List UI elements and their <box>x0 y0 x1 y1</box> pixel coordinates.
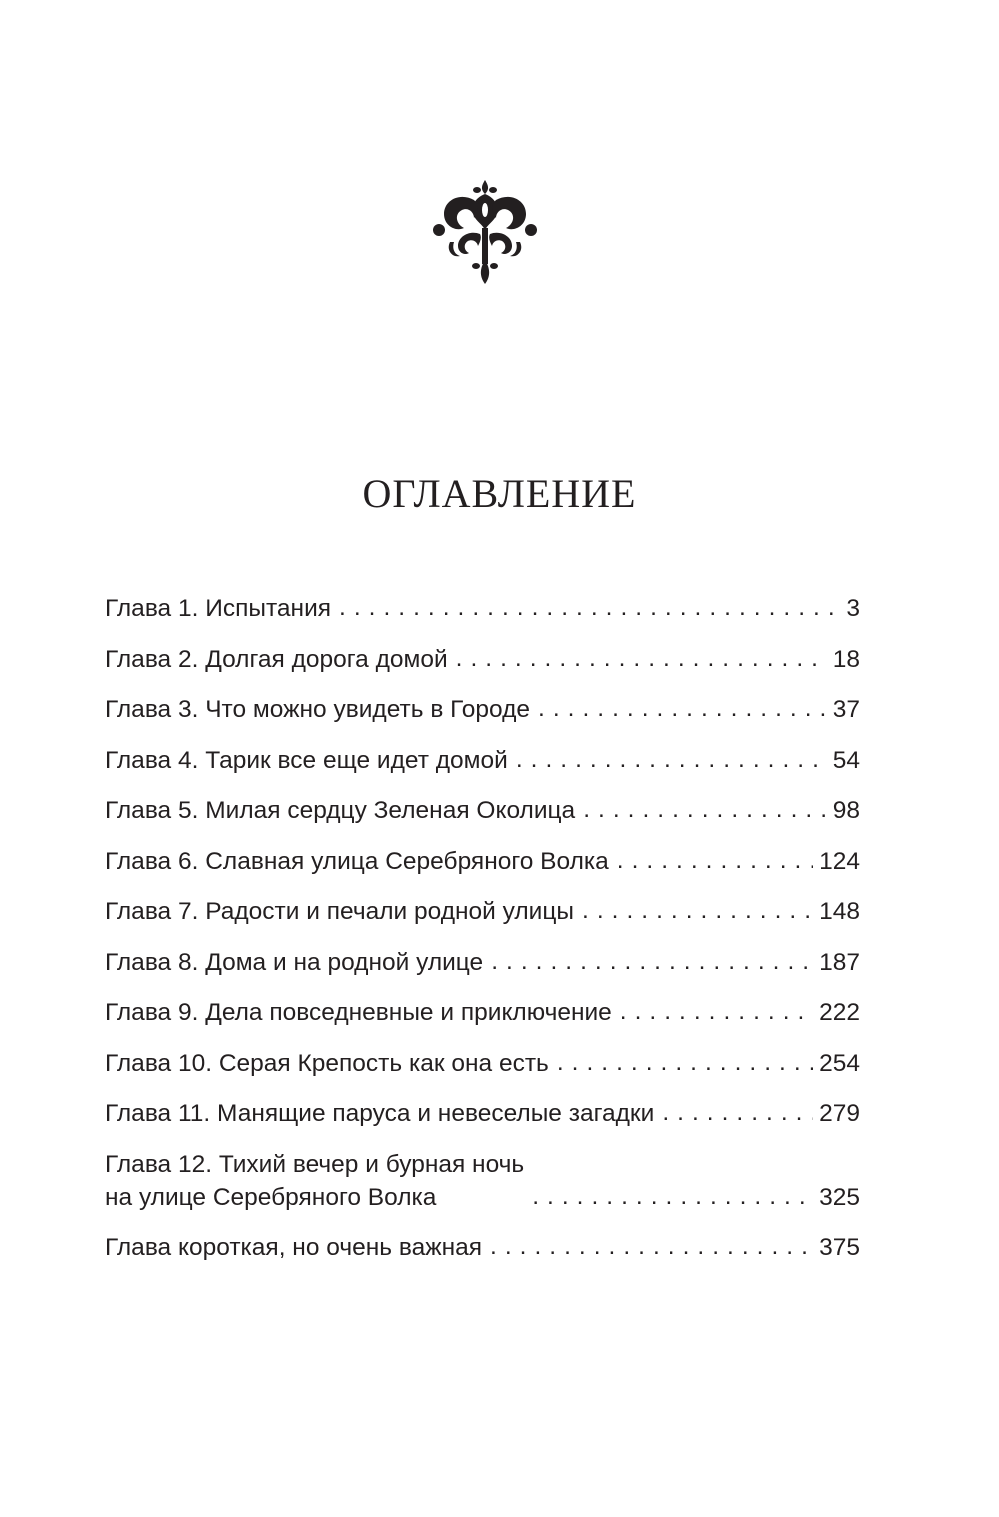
toc-entry[interactable] <box>105 1148 860 1214</box>
dot-leader <box>617 844 813 877</box>
toc-entry-title: Глава 2. Долгая дорога домой <box>105 645 448 673</box>
toc-entry-title: Глава 4. Тарик все еще идет домой <box>105 746 508 774</box>
toc-entry-page: 18 <box>832 645 860 673</box>
toc-entry-title: Глава 7. Радости и печали родной улицы <box>105 898 575 925</box>
toc-entry-title: Глава 9. Дела повседневные и приключение <box>105 999 612 1026</box>
dot-leader <box>516 743 827 776</box>
dot-leader <box>582 894 813 927</box>
toc-entry[interactable] <box>105 744 860 777</box>
toc-entry[interactable] <box>105 996 860 1029</box>
toc-entry-page: 279 <box>819 1100 860 1127</box>
toc-entry-title: Глава 1. Испытания <box>105 595 332 622</box>
table-of-contents <box>105 592 860 1282</box>
toc-entry-title <box>105 1148 524 1214</box>
toc-entry-page: 124 <box>819 847 860 875</box>
toc-entry-title: Глава 11. Манящие паруса и невеселые загадки <box>105 1100 655 1127</box>
toc-entry-title: Глава 6. Славная улица Серебряного Волка <box>105 847 609 875</box>
toc-entry[interactable] <box>105 693 860 726</box>
toc-entry[interactable] <box>105 1047 860 1080</box>
toc-entry[interactable] <box>105 1231 860 1264</box>
dot-leader <box>532 1180 813 1213</box>
toc-entry-page: 375 <box>819 1234 860 1261</box>
page-title: ОГЛАВЛЕНИЕ <box>362 471 637 516</box>
dot-leader <box>538 692 827 725</box>
toc-entry[interactable] <box>105 1097 860 1130</box>
toc-entry-page: 254 <box>819 1049 860 1077</box>
floral-ornament-icon <box>430 178 540 286</box>
toc-entry-page: 98 <box>832 797 860 824</box>
dot-leader <box>620 995 813 1028</box>
toc-entry-page: 3 <box>846 595 860 622</box>
toc-entry[interactable] <box>105 643 860 676</box>
toc-entry-page: 148 <box>819 898 860 925</box>
toc-entry-page: 222 <box>819 999 860 1026</box>
toc-entry-title: Глава 8. Дома и на родной улице <box>105 948 484 976</box>
toc-entry[interactable] <box>105 592 860 625</box>
toc-entry-page: 37 <box>832 696 860 723</box>
toc-entry[interactable] <box>105 895 860 928</box>
toc-entry-title-line2: на улице Серебряного Волка <box>105 1183 437 1211</box>
toc-entry-page: 54 <box>832 746 860 774</box>
toc-entry-title: Глава 3. Что можно увидеть в Городе <box>105 696 531 723</box>
toc-entry[interactable] <box>105 946 860 979</box>
dot-leader <box>339 591 840 624</box>
dot-leader <box>456 642 827 675</box>
dot-leader <box>490 1230 813 1263</box>
toc-entry-title-line1: Глава 12. Тихий вечер и бурная ночь <box>105 1150 525 1178</box>
toc-entry-page: 187 <box>819 948 860 976</box>
toc-entry-title: Глава короткая, но очень важная <box>105 1234 483 1261</box>
toc-entry-title: Глава 10. Серая Крепость как она есть <box>105 1049 549 1077</box>
dot-leader <box>557 1046 813 1079</box>
toc-entry-title: Глава 5. Милая сердцу Зеленая Околица <box>105 797 576 824</box>
toc-entry[interactable] <box>105 794 860 827</box>
toc-entry-page: 325 <box>819 1183 860 1211</box>
dot-leader <box>662 1096 813 1129</box>
dot-leader <box>583 793 827 826</box>
toc-entry[interactable] <box>105 845 860 878</box>
dot-leader <box>491 945 813 978</box>
